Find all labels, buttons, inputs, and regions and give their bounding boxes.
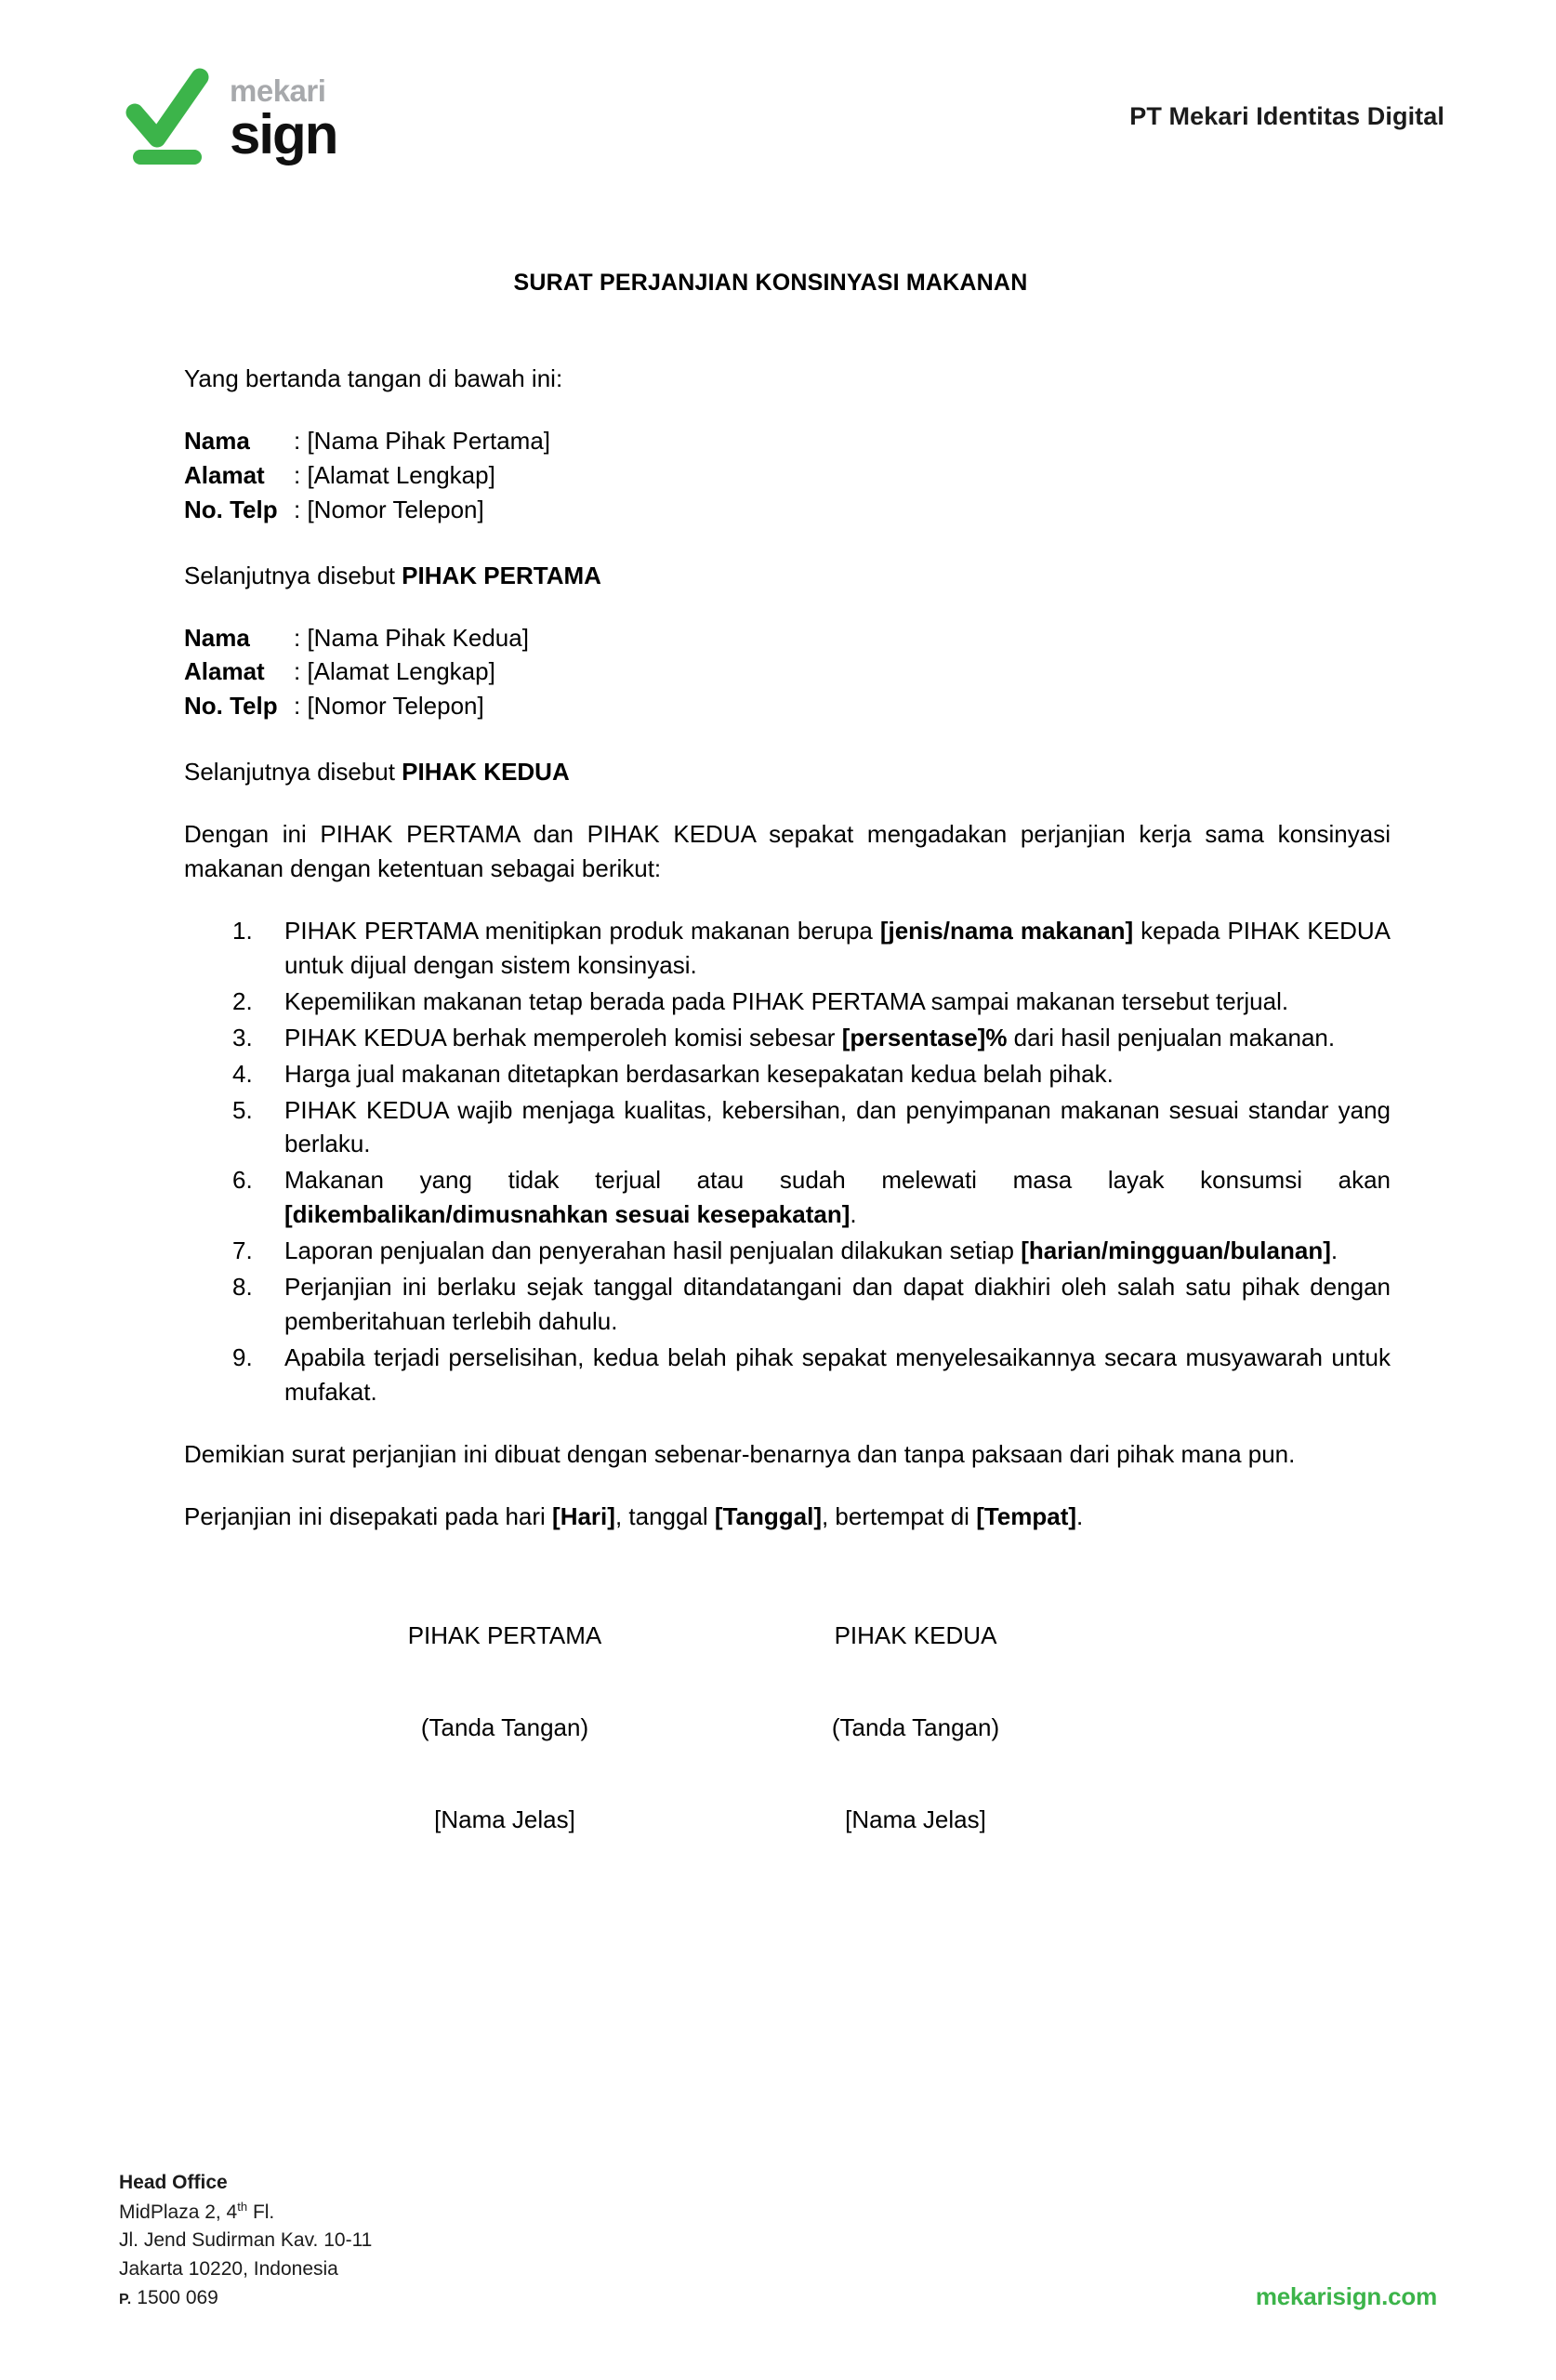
placeholder-term: [jenis/nama makanan] [879, 916, 1134, 945]
signature-name-placeholder: [Nama Jelas] [845, 1805, 986, 1834]
party-detail-row [184, 424, 1391, 458]
phone-label: P. [119, 2292, 132, 2308]
first-party-designation [184, 559, 1391, 593]
clause-text: PIHAK KEDUA wajib menjaga kualitas, kebersihan, dan penyimpanan makanan sesuai standar yang berlaku. [284, 1095, 1391, 1158]
party-detail-row [184, 493, 1391, 527]
address-line-city: Jakarta 10220, Indonesia [119, 2258, 338, 2281]
placeholder-term: [Hari] [552, 1501, 615, 1530]
party-field-label: Nama [184, 426, 250, 455]
green-checkmark-underline-icon [125, 64, 215, 168]
second-party-designation [184, 755, 1391, 789]
logo-word-sign: sign [230, 103, 337, 165]
clause-text: PIHAK KEDUA berhak memperoleh komisi sebesar [284, 1023, 842, 1051]
placeholder-term: [persentase]% [841, 1023, 1008, 1051]
clause-text: . [850, 1200, 857, 1229]
placeholder-term: [harian/mingguan/bulanan] [1021, 1236, 1331, 1265]
party-field-value: : [Nomor Telepon] [294, 495, 484, 523]
clause-item [184, 1341, 1391, 1409]
party-field-label: Alamat [184, 657, 265, 686]
clause-text: Kepemilikan makanan tetap berada pada PIHAK PERTAMA sampai makanan tersebut terjual. [284, 986, 1289, 1015]
closing-paragraph: Demikian surat perjanjian ini dibuat dengan sebenar-benarnya dan tanpa paksaan dari pihak mana pun. [184, 1439, 1296, 1468]
clause-item [184, 1234, 1391, 1268]
phone-line [119, 2284, 372, 2313]
address-ordinal-suffix: th [237, 2199, 248, 2214]
clause-text: Apabila terjadi perselisihan, kedua belah pihak sepakat menyelesaikannya secara musyawarah untuk mufakat. [284, 1342, 1391, 1406]
clause-item [184, 1093, 1391, 1162]
clause-text: PIHAK PERTAMA menitipkan produk makanan berupa [284, 916, 880, 945]
clause-item [184, 985, 1391, 1019]
signature-spacer [658, 1619, 762, 1837]
clause-text: kepada PIHAK KEDUA untuk dijual dengan sistem konsinyasi. [284, 916, 1391, 979]
clause-item [184, 914, 1391, 983]
signature-placeholder: (Tanda Tangan) [420, 1713, 589, 1742]
placeholder-term: [dikembalikan/dimusnahkan sesuai kesepakatan] [284, 1200, 851, 1229]
company-name: PT Mekari Identitas Digital [1129, 101, 1444, 130]
party-detail-row [184, 458, 1391, 493]
placeholder-term: [Tempat] [976, 1501, 1077, 1530]
document-header [0, 56, 1556, 177]
party-field-label: Nama [184, 623, 250, 652]
mekari-sign-logo [125, 64, 336, 168]
clause-text: . [1330, 1236, 1338, 1265]
signature-role: PIHAK PERTAMA [407, 1621, 602, 1650]
clause-text: dari hasil penjualan makanan. [1007, 1023, 1336, 1051]
party-field-label: No. Telp [184, 495, 278, 523]
clause-text: Makanan yang tidak terjual atau sudah melewati masa layak konsumsi akan [284, 1166, 1391, 1195]
party-field-value: : [Alamat Lengkap] [294, 460, 495, 489]
logo-wordmark [230, 72, 337, 165]
website-url[interactable]: mekarisign.com [1255, 2282, 1437, 2310]
designation-term: PIHAK PERTAMA [402, 561, 601, 589]
designation-term: PIHAK KEDUA [402, 758, 570, 787]
address-building-pre: MidPlaza 2, 4 [119, 2201, 238, 2223]
clause-item [184, 1270, 1391, 1339]
party-field-label: Alamat [184, 460, 265, 489]
first-party-details [184, 424, 1391, 527]
signature-name-placeholder: [Nama Jelas] [434, 1805, 575, 1834]
signature-placeholder: (Tanda Tangan) [831, 1713, 1000, 1742]
clause-text: , tanggal [614, 1501, 715, 1530]
document-footer [119, 2169, 1437, 2313]
party-field-value: : [Nama Pihak Pertama] [294, 426, 550, 455]
clause-text: Perjanjian ini berlaku sejak tanggal ditandatangani dan dapat diakhiri oleh salah satu pihak dengan pemberitahuan terlebih dahulu. [284, 1273, 1391, 1335]
document-body [184, 270, 1391, 1837]
placeholder-term: [Tanggal] [714, 1501, 822, 1530]
party-detail-row [184, 654, 1391, 689]
intro-line: Yang bertanda tangan di bawah ini: [184, 364, 563, 392]
address-line-building [119, 2199, 372, 2228]
clause-item [184, 1163, 1391, 1232]
agreement-intro-paragraph: Dengan ini PIHAK PERTAMA dan PIHAK KEDUA sepakat mengadakan perjanjian kerja sama konsinyasi makanan dengan ketentuan sebagai berikut: [184, 820, 1391, 883]
signature-block-second-party [762, 1619, 1069, 1837]
party-field-value: : [Nama Pihak Kedua] [294, 623, 529, 652]
clause-item [184, 1057, 1391, 1091]
agreement-place-line [184, 1500, 1391, 1534]
party-detail-row [184, 689, 1391, 723]
clause-text: Laporan penjualan dan penyerahan hasil penjualan dilakukan setiap [284, 1236, 1022, 1265]
signature-role: PIHAK KEDUA [834, 1621, 997, 1650]
party-detail-row [184, 621, 1391, 655]
clause-text: . [1076, 1501, 1084, 1530]
clause-text: Harga jual makanan ditetapkan berdasarkan kesepakatan kedua belah pihak. [284, 1059, 1114, 1088]
logo-word-mekari: mekari [230, 73, 326, 108]
address-line-street: Jl. Jend Sudirman Kav. 10-11 [119, 2229, 373, 2252]
signature-block-first-party [351, 1619, 658, 1837]
signature-section [184, 1619, 1391, 1837]
clause-text: , bertempat di [821, 1501, 977, 1530]
clause-list [184, 914, 1391, 1409]
party-field-value: : [Nomor Telepon] [294, 692, 484, 721]
document-title: SURAT PERJANJIAN KONSINYASI MAKANAN [513, 270, 1028, 296]
clause-text: Perjanjian ini disepakati pada hari [184, 1501, 553, 1530]
party-field-value: : [Alamat Lengkap] [294, 657, 495, 686]
address-floor-abbrev: Fl. [252, 2201, 275, 2223]
designation-prefix: Selanjutnya disebut [184, 758, 402, 787]
designation-prefix: Selanjutnya disebut [184, 561, 402, 589]
clause-item [184, 1021, 1391, 1055]
head-office-label: Head Office [119, 2171, 228, 2193]
head-office-address [119, 2169, 372, 2313]
phone-number: 1500 069 [137, 2287, 218, 2309]
party-field-label: No. Telp [184, 692, 278, 721]
second-party-details [184, 621, 1391, 724]
